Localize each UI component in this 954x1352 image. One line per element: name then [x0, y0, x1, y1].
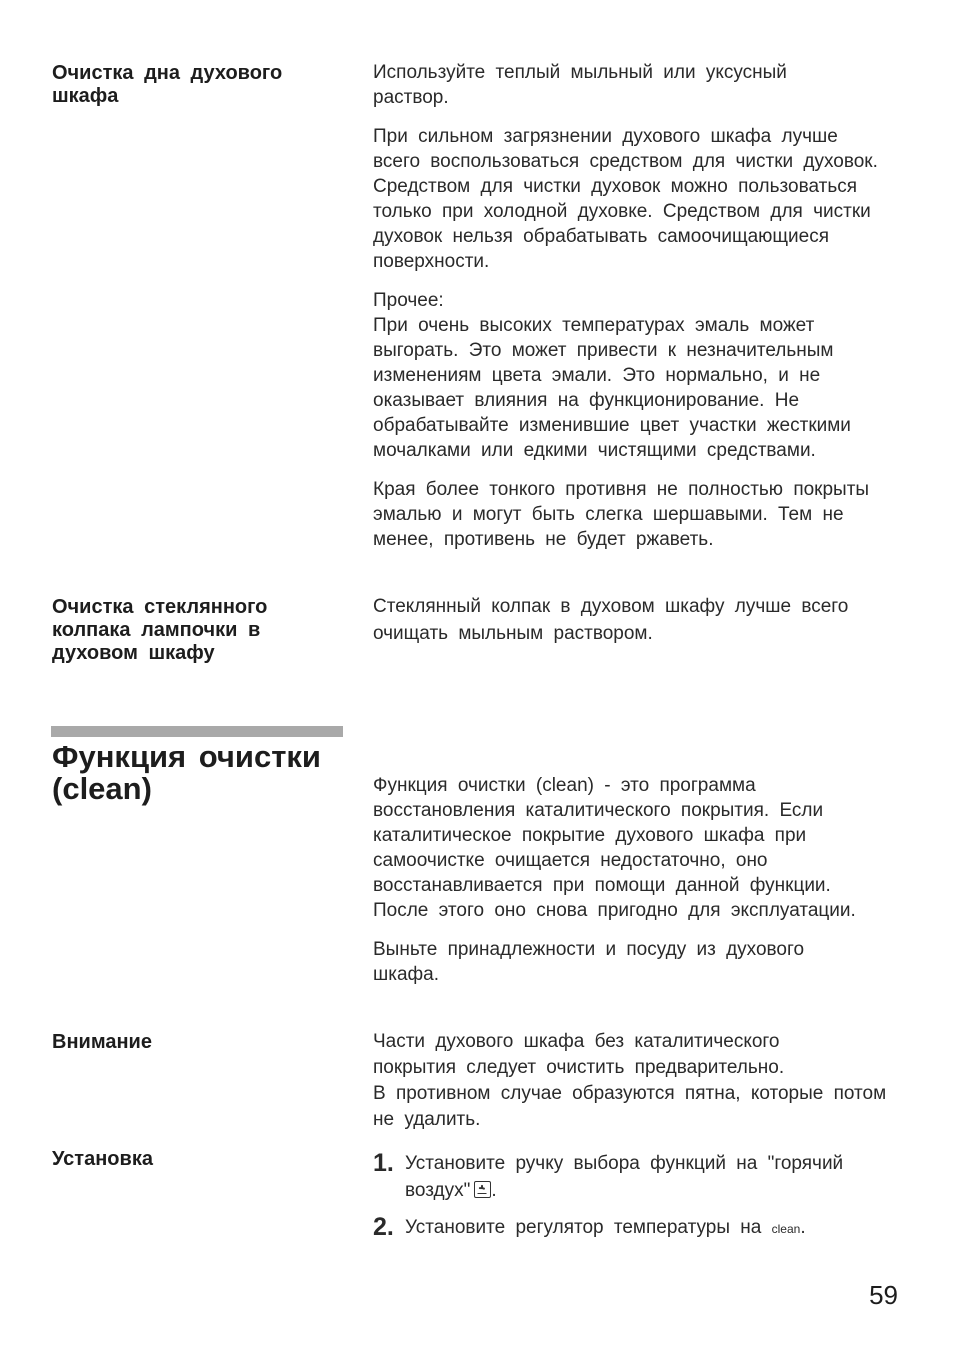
- paragraph: Функция очистки (clean) - это программа восстановления каталитического покрытия. Если каталитическое покрытие духового шкафа при самоочистке очищается недостаточно, оно восстанавливается при помощи данной функции. После этого оно снова пригодно для эксплуатации.: [373, 775, 856, 921]
- page-title: Функция очистки (clean): [52, 739, 321, 806]
- section-divider-bar: [51, 726, 343, 737]
- paragraph: Выньте принадлежности и посуду из духового шкафа.: [373, 939, 805, 985]
- step-number: 2.: [373, 1213, 394, 1241]
- step-instruction: Установите регулятор температуры на: [405, 1217, 762, 1238]
- step-2: [373, 1214, 903, 1243]
- paragraph: При сильном загрязнении духового шкафа лучше всего воспользоваться средством для чистки духовок. Средством для чистки духовок можно пользоваться только при холодной духовке. Средством для чистки духовок нельзя обрабатывать самоочищающиеся поверхности.: [373, 126, 878, 272]
- step-number: 1.: [373, 1149, 394, 1177]
- section-lamp-cleaning-text: [373, 593, 903, 647]
- heading-setup: Установка: [52, 1148, 153, 1170]
- fan-icon: [474, 1181, 491, 1198]
- heading-lamp-cleaning: Очистка стеклянного колпака лампочки в духовом шкафу: [52, 596, 268, 664]
- section-clean-function-text: [373, 773, 903, 987]
- paragraph: При очень высоких температурах эмаль может выгорать. Это может привести к незначительным изменениям цвета эмали. Это нормально, и не оказывает влияния на функционирование. Не обрабатывайте изменившие цвет участки жесткими мочалками или едкими чистящими средствами.: [373, 315, 851, 461]
- paragraph: Части духового шкафа без каталитического покрытия следует очистить предварительно.: [373, 1031, 785, 1078]
- paragraph: Края более тонкого противня не полностью покрыты эмалью и могут быть слегка шершавыми. Тем не менее, противень не будет ржаветь.: [373, 479, 870, 550]
- step-text: [405, 1150, 903, 1204]
- step-instruction: Установите ручку выбора функций на "горячий воздух": [405, 1153, 844, 1201]
- heading-bottom-cleaning: Очистка дна духового шкафа: [52, 62, 283, 107]
- section-attention-text: [373, 1029, 903, 1133]
- paragraph: Стеклянный колпак в духовом шкафу лучше всего очищать мыльным раствором.: [373, 596, 849, 644]
- step-1: [373, 1150, 903, 1204]
- heading-attention: Внимание: [52, 1031, 152, 1053]
- paragraph-label: Прочее:: [373, 290, 444, 311]
- paragraph: Используйте теплый мыльный или уксусный раствор.: [373, 62, 787, 108]
- section-bottom-cleaning-text: [373, 60, 903, 552]
- step-punctuation: .: [800, 1217, 806, 1238]
- step-text: [405, 1214, 903, 1243]
- page-number: 59: [869, 1280, 898, 1310]
- clean-setting-label: clean: [771, 1222, 801, 1236]
- paragraph: В противном случае образуются пятна, которые потом не удалить.: [373, 1083, 887, 1130]
- step-punctuation: .: [491, 1180, 497, 1201]
